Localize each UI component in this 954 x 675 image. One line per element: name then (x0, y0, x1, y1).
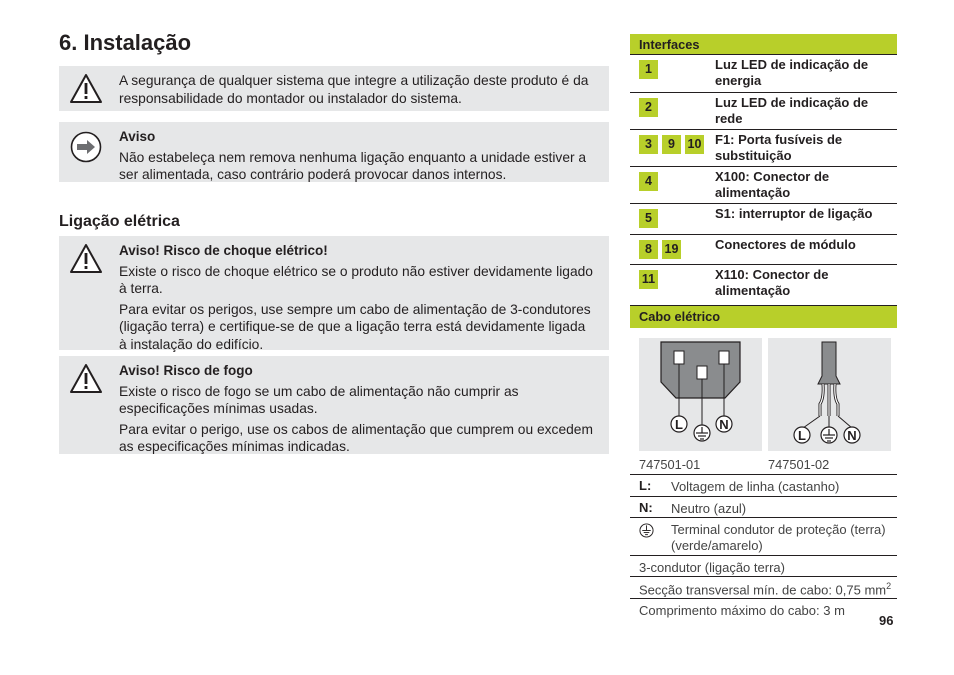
legend-key: L: (639, 478, 652, 493)
line-label: L (675, 417, 683, 432)
notice-text: Não estabeleça nem remova nenhuma ligação enquanto a unidade estiver a ser alimentada, caso contrário poderá provocar danos internos. (119, 149, 587, 182)
legend-row-ground (630, 517, 897, 555)
legend-value: Voltagem de linha (castanho) (671, 479, 840, 494)
interface-number: 8 (639, 240, 658, 259)
legend-value: Neutro (azul) (671, 501, 747, 516)
interface-label: Luz LED de indicação de energia (715, 57, 869, 88)
conductor-row: 3-condutor (ligação terra) (630, 555, 897, 576)
plug-socket-diagram (639, 338, 762, 451)
warning-triangle-icon (69, 72, 103, 106)
legend-key: N: (639, 500, 653, 515)
neutral-label: N (719, 417, 729, 432)
cable-header: Cabo elétrico (630, 306, 897, 328)
interface-number: 1 (639, 60, 658, 79)
section-heading: Ligação elétrica (59, 213, 180, 230)
interface-number: 3 (639, 135, 658, 154)
ground-symbol-icon (639, 523, 654, 538)
arrow-right-circle-icon (69, 130, 103, 164)
interface-number: 2 (639, 98, 658, 117)
notice-paragraph: Existe o risco de fogo se um cabo de alimentação não cumprir as especificações mínimas usadas. (119, 383, 519, 416)
cross-section-superscript: 2 (886, 581, 892, 591)
interface-label: S1: interruptor de ligação (715, 206, 873, 221)
image-code: 747501-02 (768, 457, 830, 472)
legend-row-line (630, 474, 897, 496)
interface-label: X100: Conector de alimentação (715, 169, 830, 200)
notice-paragraph: Para evitar os perigos, use sempre um cabo de alimentação de 3-condutores (ligação terra) e certifique-se de que a ligação terra está devidamente ligada à instalação do edifício. (119, 301, 591, 352)
neutral-label: N (847, 428, 857, 443)
legend-row-neutral (630, 496, 897, 517)
caution-notice (59, 122, 609, 182)
interface-number: 10 (685, 135, 704, 154)
interface-row (630, 235, 897, 265)
interfaces-table (630, 34, 897, 328)
notice-paragraph: Para evitar o perigo, use os cabos de alimentação que cumprem ou excedem as especificações mínimas indicadas. (119, 421, 593, 454)
notice-title: Aviso! Risco de fogo (119, 363, 253, 378)
interface-label: Luz LED de indicação de rede (715, 95, 869, 126)
warning-triangle-icon (69, 242, 103, 276)
interface-row (630, 204, 897, 235)
interface-row (630, 130, 897, 167)
interface-number: 5 (639, 209, 658, 228)
interface-label: Conectores de módulo (715, 237, 856, 252)
interfaces-header: Interfaces (630, 34, 897, 55)
interface-number: 19 (662, 240, 681, 259)
cross-section-text: Secção transversal mín. de cabo: 0,75 mm (639, 582, 887, 598)
notice-paragraph: Existe o risco de choque elétrico se o produto não estiver devidamente ligado à terra. (119, 263, 593, 296)
legend-value: Terminal condutor de proteção (terra) (verde/amarelo) (671, 522, 886, 553)
interface-row (630, 167, 897, 204)
interface-label: X110: Conector de alimentação (715, 267, 829, 298)
notice-text: A segurança de qualquer sistema que integre a utilização deste produto é da responsabilidade do montador ou instalador do sistema. (119, 73, 589, 106)
interface-row (630, 265, 897, 306)
interface-number: 4 (639, 172, 658, 191)
notice-title: Aviso (119, 129, 156, 144)
interface-number: 9 (662, 135, 681, 154)
interface-row (630, 93, 897, 130)
safety-notice (59, 66, 609, 111)
max-length-row: Comprimento máximo do cabo: 3 m (630, 598, 897, 618)
interface-row (630, 55, 897, 93)
page-title: 6. Instalação (59, 30, 192, 55)
image-code: 747501-01 (639, 457, 701, 472)
cable-wires-diagram (768, 338, 891, 451)
cross-section-row (630, 576, 897, 598)
line-label: L (798, 428, 806, 443)
cable-diagrams (639, 338, 891, 451)
interface-label: F1: Porta fusíveis de substituição (715, 132, 843, 163)
page-number: 96 (879, 613, 894, 628)
fire-warning (59, 356, 609, 454)
warning-triangle-icon (69, 362, 103, 396)
electric-shock-warning (59, 236, 609, 350)
interface-number: 11 (639, 270, 658, 289)
notice-title: Aviso! Risco de choque elétrico! (119, 243, 328, 258)
